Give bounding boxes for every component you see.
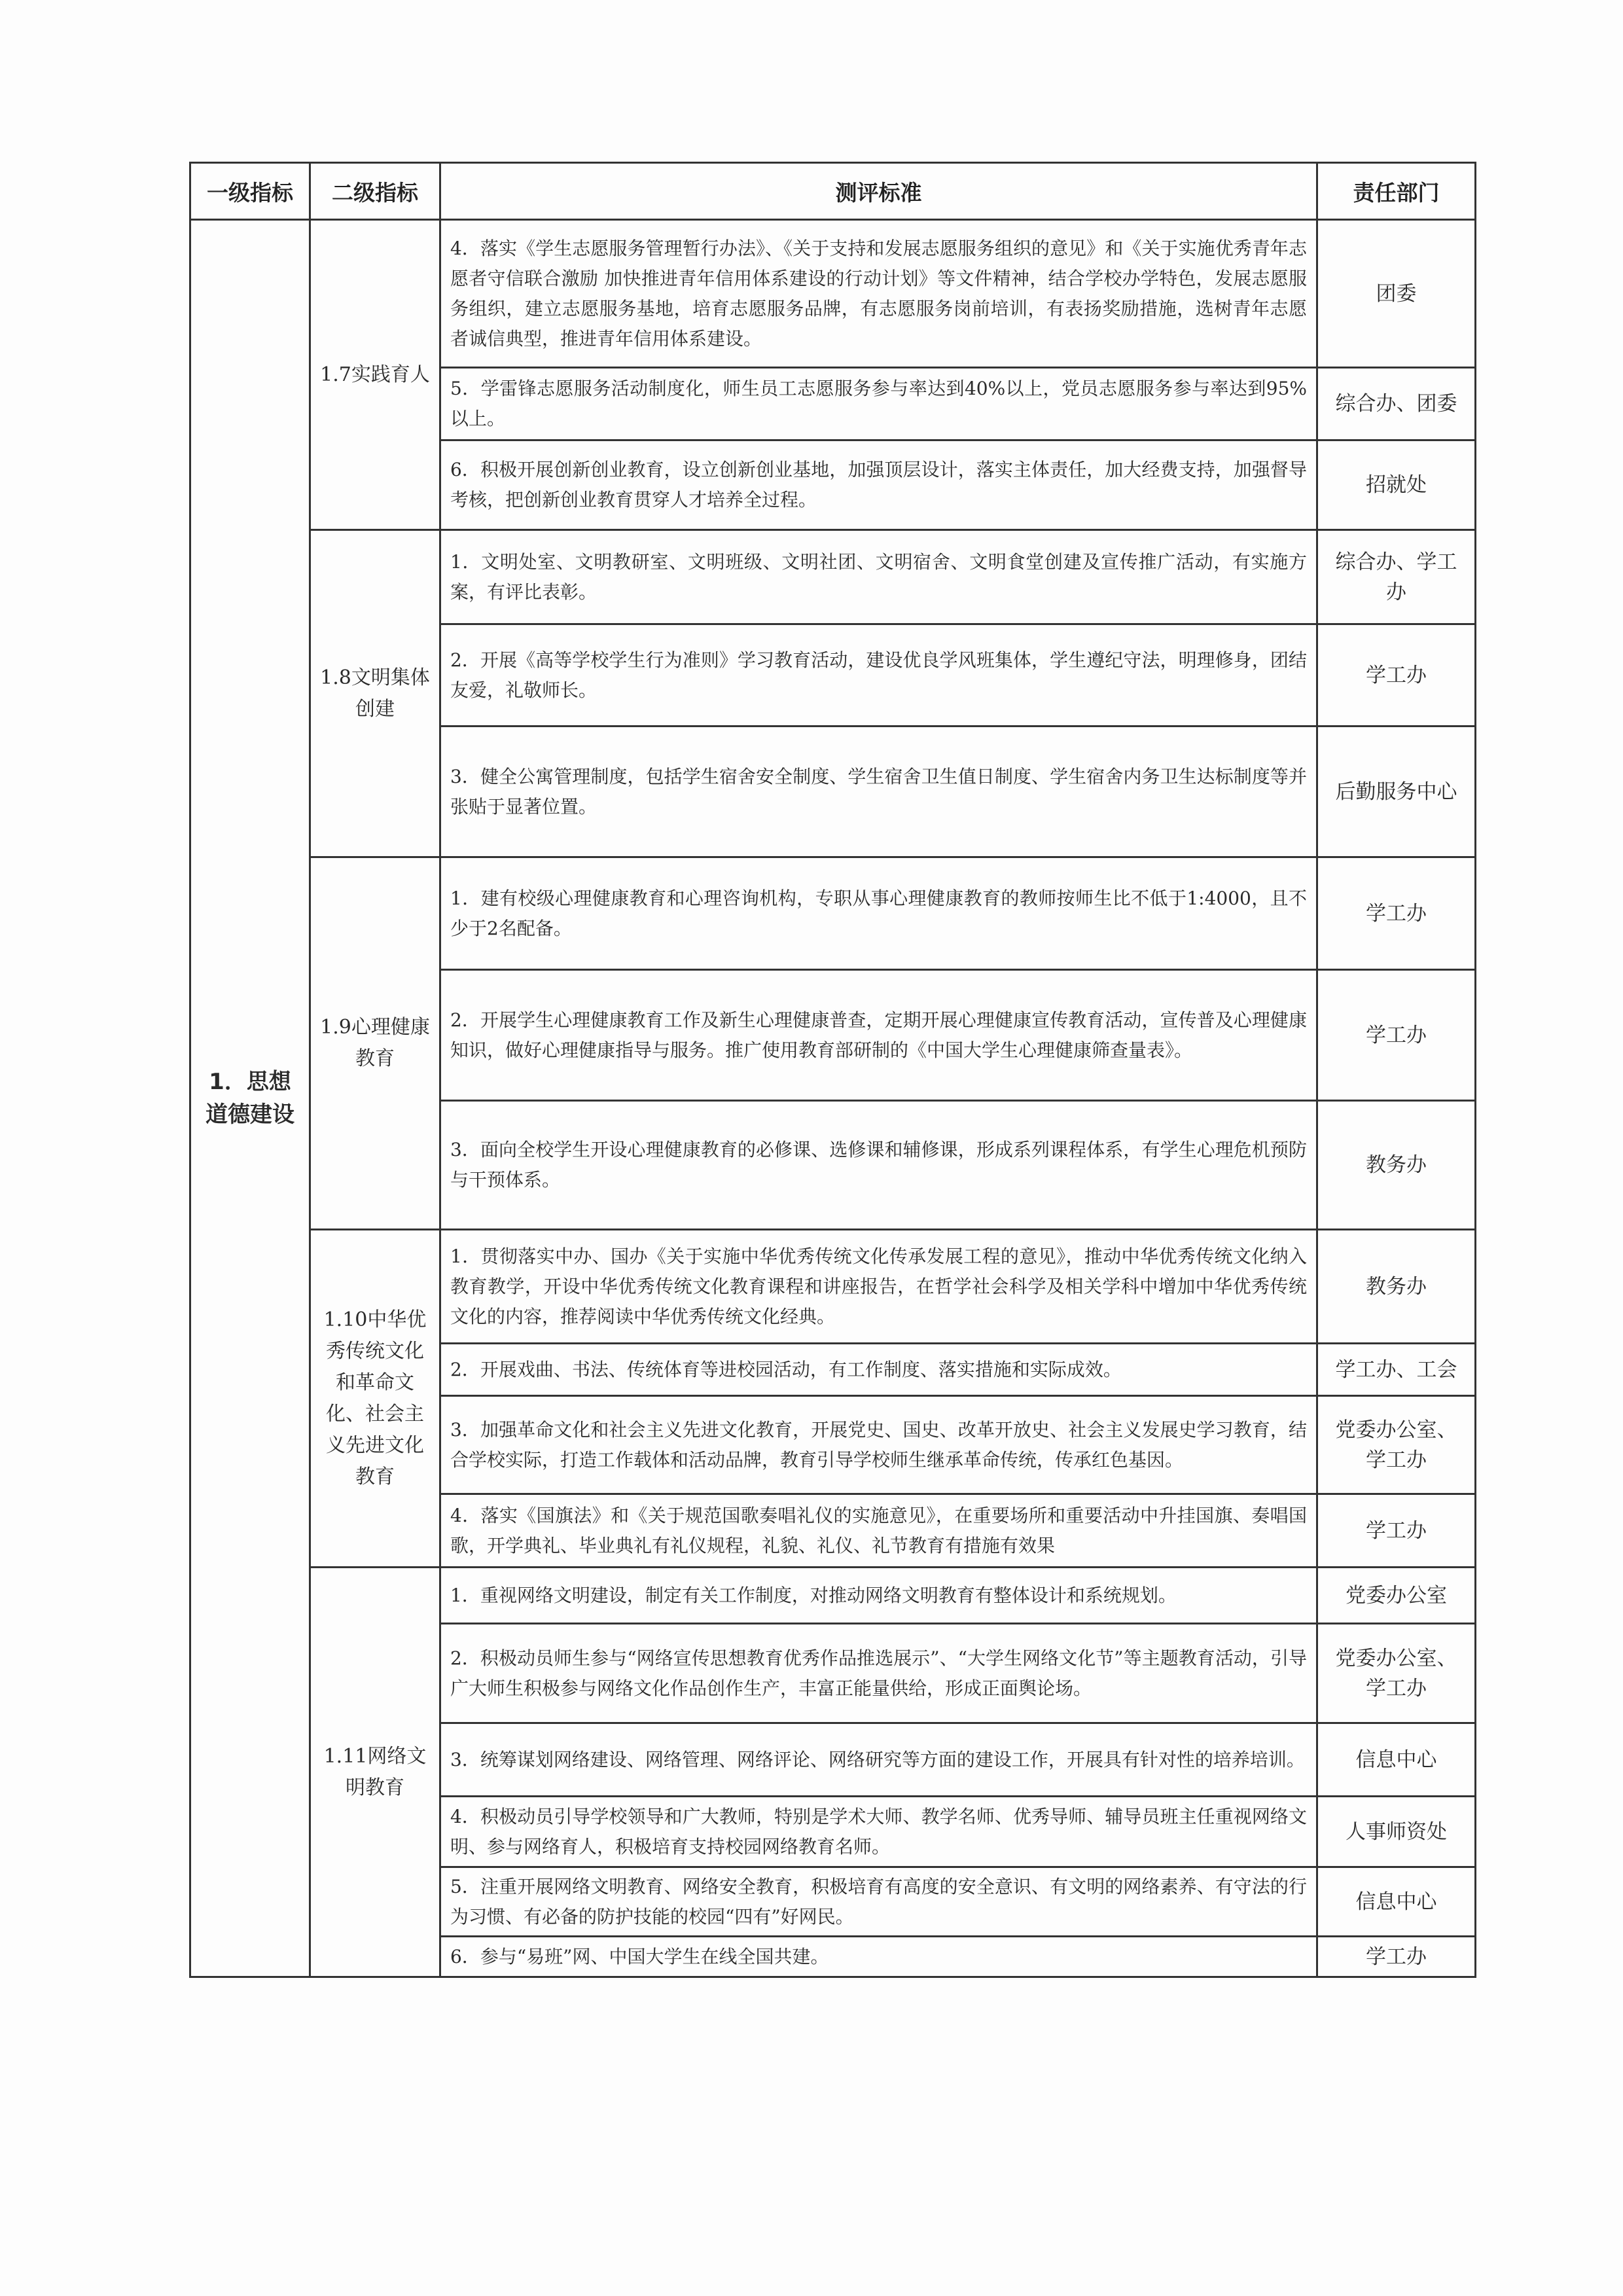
header-level2: 二级指标 xyxy=(310,163,440,220)
table-row xyxy=(190,1568,1476,1624)
department-cell: 学工办、工会 xyxy=(1317,1344,1476,1396)
table-row xyxy=(190,530,1476,624)
criteria-cell: 3．加强革命文化和社会主义先进文化教育，开展党史、国史、改革开放史、社会主义发展史学习教育，结合学校实际，打造工作载体和活动品牌，教育引导学校师生继承革命传统，传承红色基因。 xyxy=(440,1396,1317,1494)
criteria-cell: 1．重视网络文明建设，制定有关工作制度，对推动网络文明教育有整体设计和系统规划。 xyxy=(440,1568,1317,1624)
level2-cell: 1.11网络文明教育 xyxy=(310,1568,440,1977)
header-criteria: 测评标准 xyxy=(440,163,1317,220)
criteria-cell: 5．学雷锋志愿服务活动制度化，师生员工志愿服务参与率达到40%以上，党员志愿服务参与率达到95%以上。 xyxy=(440,368,1317,440)
level1-cell: 1．思想道德建设 xyxy=(190,220,310,1977)
criteria-cell: 4．落实《国旗法》和《关于规范国歌奏唱礼仪的实施意见》，在重要场所和重要活动中升挂国旗、奏唱国歌，开学典礼、毕业典礼有礼仪规程，礼貌、礼仪、礼节教育有措施有效果 xyxy=(440,1494,1317,1568)
criteria-cell: 2．开展《高等学校学生行为准则》学习教育活动，建设优良学风班集体，学生遵纪守法，明理修身，团结友爱，礼敬师长。 xyxy=(440,624,1317,726)
department-cell: 综合办、团委 xyxy=(1317,368,1476,440)
criteria-cell: 2．积极动员师生参与“网络宣传思想教育优秀作品推选展示”、“大学生网络文化节”等主题教育活动，引导广大师生积极参与网络文化作品创作生产，丰富正能量供给，形成正面舆论场。 xyxy=(440,1624,1317,1723)
department-cell: 学工办 xyxy=(1317,857,1476,970)
table-row xyxy=(190,857,1476,970)
criteria-cell: 2．开展学生心理健康教育工作及新生心理健康普查，定期开展心理健康宣传教育活动，宣传普及心理健康知识，做好心理健康指导与服务。推广使用教育部研制的《中国大学生心理健康筛查量表》。 xyxy=(440,970,1317,1101)
criteria-cell: 1．贯彻落实中办、国办《关于实施中华优秀传统文化传承发展工程的意见》，推动中华优秀传统文化纳入教育教学，开设中华优秀传统文化教育课程和讲座报告，在哲学社会科学及相关学科中增加中华优秀传统文化的内容，推荐阅读中华优秀传统文化经典。 xyxy=(440,1230,1317,1344)
level2-cell: 1.8文明集体创建 xyxy=(310,530,440,857)
level2-cell: 1.10中华优秀传统文化和革命文化、社会主义先进文化教育 xyxy=(310,1230,440,1568)
criteria-cell: 4．积极动员引导学校领导和广大教师，特别是学术大师、教学名师、优秀导师、辅导员班主任重视网络文明、参与网络育人，积极培育支持校园网络教育名师。 xyxy=(440,1797,1317,1867)
department-cell: 教务办 xyxy=(1317,1230,1476,1344)
department-cell: 党委办公室、学工办 xyxy=(1317,1396,1476,1494)
criteria-cell: 2．开展戏曲、书法、传统体育等进校园活动，有工作制度、落实措施和实际成效。 xyxy=(440,1344,1317,1396)
department-cell: 信息中心 xyxy=(1317,1723,1476,1797)
department-cell: 党委办公室 xyxy=(1317,1568,1476,1624)
criteria-cell: 6．积极开展创新创业教育，设立创新创业基地，加强顶层设计，落实主体责任，加大经费支持，加强督导考核，把创新创业教育贯穿人才培养全过程。 xyxy=(440,440,1317,530)
header-level1: 一级指标 xyxy=(190,163,310,220)
department-cell: 党委办公室、学工办 xyxy=(1317,1624,1476,1723)
header-department: 责任部门 xyxy=(1317,163,1476,220)
criteria-cell: 5．注重开展网络文明教育、网络安全教育，积极培育有高度的安全意识、有文明的网络素养、有守法的行为习惯、有必备的防护技能的校园“四有”好网民。 xyxy=(440,1867,1317,1937)
criteria-cell: 3．统筹谋划网络建设、网络管理、网络评论、网络研究等方面的建设工作，开展具有针对性的培养培训。 xyxy=(440,1723,1317,1797)
department-cell: 招就处 xyxy=(1317,440,1476,530)
department-cell: 团委 xyxy=(1317,220,1476,368)
department-cell: 教务办 xyxy=(1317,1101,1476,1230)
criteria-cell: 1．文明处室、文明教研室、文明班级、文明社团、文明宿舍、文明食堂创建及宣传推广活动，有实施方案，有评比表彰。 xyxy=(440,530,1317,624)
department-cell: 综合办、学工办 xyxy=(1317,530,1476,624)
department-cell: 人事师资处 xyxy=(1317,1797,1476,1867)
level2-cell: 1.9心理健康教育 xyxy=(310,857,440,1230)
table-row xyxy=(190,220,1476,368)
criteria-cell: 6．参与“易班”网、中国大学生在线全国共建。 xyxy=(440,1937,1317,1977)
department-cell: 信息中心 xyxy=(1317,1867,1476,1937)
table-row xyxy=(190,1230,1476,1344)
evaluation-table xyxy=(189,162,1476,1978)
criteria-cell: 4．落实《学生志愿服务管理暂行办法》、《关于支持和发展志愿服务组织的意见》和《关于实施优秀青年志愿者守信联合激励 加快推进青年信用体系建设的行动计划》等文件精神，结合学校办学特色，发展志愿服务组织，建立志愿服务基地，培育志愿服务品牌，有志愿服务岗前培训，有表扬奖励措施，选树青年志愿者诚信典型，推进青年信用体系建设。 xyxy=(440,220,1317,368)
level2-cell: 1.7实践育人 xyxy=(310,220,440,530)
department-cell: 学工办 xyxy=(1317,1937,1476,1977)
criteria-cell: 3．健全公寓管理制度，包括学生宿舍安全制度、学生宿舍卫生值日制度、学生宿舍内务卫生达标制度等并张贴于显著位置。 xyxy=(440,726,1317,857)
department-cell: 后勤服务中心 xyxy=(1317,726,1476,857)
department-cell: 学工办 xyxy=(1317,970,1476,1101)
department-cell: 学工办 xyxy=(1317,624,1476,726)
department-cell: 学工办 xyxy=(1317,1494,1476,1568)
criteria-cell: 1．建有校级心理健康教育和心理咨询机构，专职从事心理健康教育的教师按师生比不低于1:4000，且不少于2名配备。 xyxy=(440,857,1317,970)
criteria-cell: 3．面向全校学生开设心理健康教育的必修课、选修课和辅修课，形成系列课程体系，有学生心理危机预防与干预体系。 xyxy=(440,1101,1317,1230)
table-header-row xyxy=(190,163,1476,220)
